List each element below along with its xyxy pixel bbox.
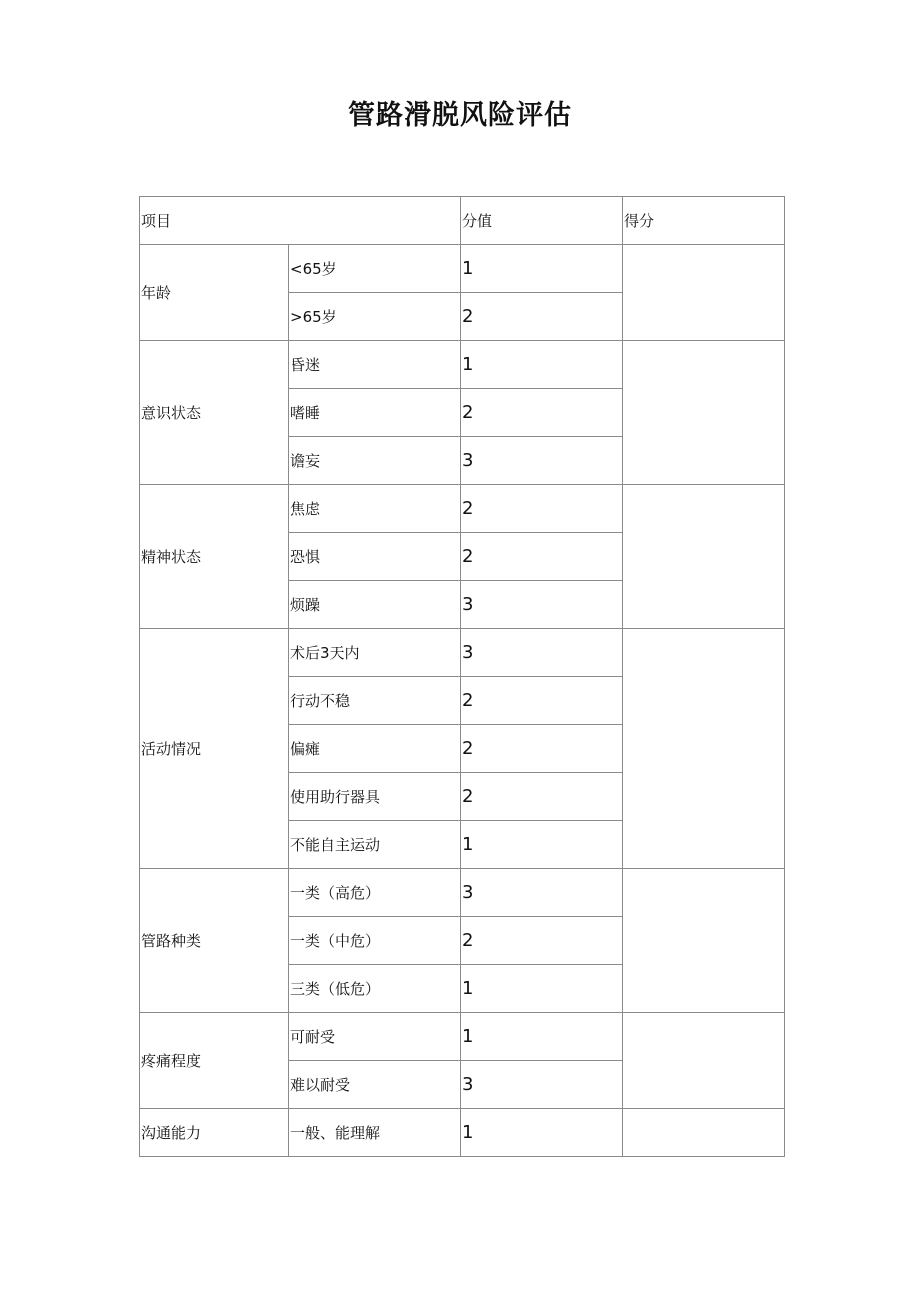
- option-label: 偏瘫: [289, 725, 461, 773]
- category-cell: 管路种类: [140, 869, 289, 1013]
- option-value: 1: [461, 965, 623, 1013]
- category-cell: 沟通能力: [140, 1109, 289, 1157]
- option-value: 3: [461, 629, 623, 677]
- option-label: 一类（中危）: [289, 917, 461, 965]
- score-cell[interactable]: [623, 341, 785, 485]
- score-cell[interactable]: [623, 1109, 785, 1157]
- header-score: 得分: [623, 197, 785, 245]
- option-value: 2: [461, 533, 623, 581]
- table-row: [140, 869, 785, 917]
- option-label: 焦虑: [289, 485, 461, 533]
- category-cell: 精神状态: [140, 485, 289, 629]
- option-label: 难以耐受: [289, 1061, 461, 1109]
- option-label: 嗜睡: [289, 389, 461, 437]
- option-label: 烦躁: [289, 581, 461, 629]
- option-value: 1: [461, 341, 623, 389]
- option-value: 2: [461, 293, 623, 341]
- option-label: <65岁: [289, 245, 461, 293]
- table-row: [140, 629, 785, 677]
- score-cell[interactable]: [623, 629, 785, 869]
- category-cell: 年龄: [140, 245, 289, 341]
- score-cell[interactable]: [623, 245, 785, 341]
- page-title: 管路滑脱风险评估: [348, 100, 572, 131]
- option-label: 术后3天内: [289, 629, 461, 677]
- table-row: [140, 245, 785, 293]
- header-item: 项目: [140, 197, 461, 245]
- option-label: 行动不稳: [289, 677, 461, 725]
- header-value: 分值: [461, 197, 623, 245]
- option-value: 2: [461, 485, 623, 533]
- option-value: 3: [461, 437, 623, 485]
- option-label: >65岁: [289, 293, 461, 341]
- option-label: 一般、能理解: [289, 1109, 461, 1157]
- option-value: 1: [461, 1013, 623, 1061]
- table-row: [140, 341, 785, 389]
- score-cell[interactable]: [623, 869, 785, 1013]
- option-label: 使用助行器具: [289, 773, 461, 821]
- option-value: 2: [461, 917, 623, 965]
- option-value: 2: [461, 725, 623, 773]
- category-cell: 疼痛程度: [140, 1013, 289, 1109]
- table-row: [140, 1013, 785, 1061]
- table-body: [140, 197, 785, 1157]
- option-label: 不能自主运动: [289, 821, 461, 869]
- table-row: [140, 1109, 785, 1157]
- option-label: 三类（低危）: [289, 965, 461, 1013]
- option-value: 3: [461, 1061, 623, 1109]
- option-value: 3: [461, 869, 623, 917]
- option-label: 昏迷: [289, 341, 461, 389]
- option-label: 恐惧: [289, 533, 461, 581]
- header-row: [140, 197, 785, 245]
- category-cell: 活动情况: [140, 629, 289, 869]
- option-label: 谵妄: [289, 437, 461, 485]
- option-value: 2: [461, 677, 623, 725]
- score-cell[interactable]: [623, 1013, 785, 1109]
- table-row: [140, 485, 785, 533]
- score-cell[interactable]: [623, 485, 785, 629]
- option-label: 可耐受: [289, 1013, 461, 1061]
- option-value: 3: [461, 581, 623, 629]
- option-label: 一类（高危）: [289, 869, 461, 917]
- option-value: 1: [461, 245, 623, 293]
- option-value: 1: [461, 821, 623, 869]
- option-value: 1: [461, 1109, 623, 1157]
- option-value: 2: [461, 773, 623, 821]
- option-value: 2: [461, 389, 623, 437]
- category-cell: 意识状态: [140, 341, 289, 485]
- risk-assessment-table: [139, 196, 785, 1157]
